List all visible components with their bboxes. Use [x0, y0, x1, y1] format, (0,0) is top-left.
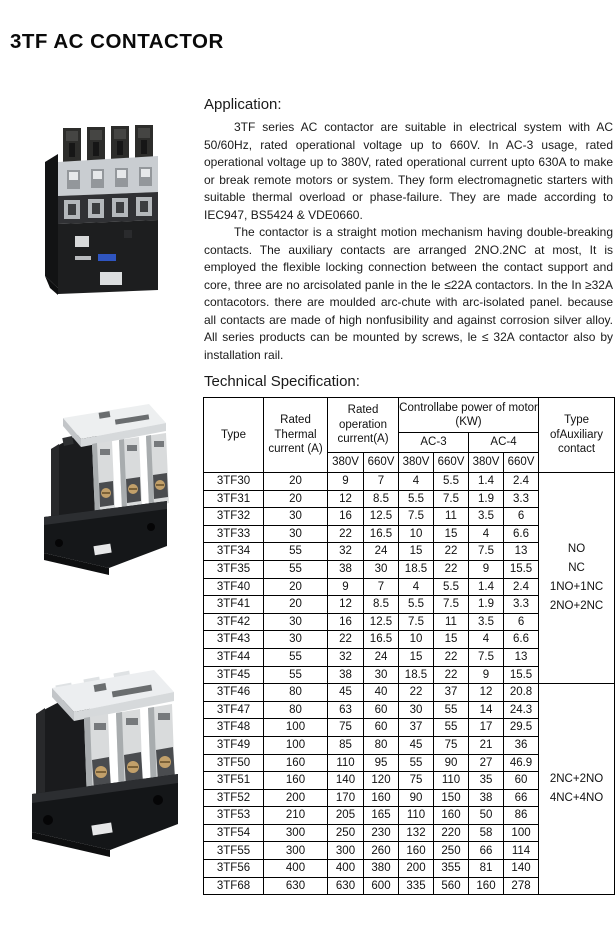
cell-value: 22 [434, 648, 469, 666]
cell-value: 7.5 [399, 508, 434, 526]
cell-value: 335 [399, 877, 434, 895]
cell-value: 36 [504, 736, 539, 754]
cell-value: 80 [264, 701, 328, 719]
cell-value: 10 [399, 525, 434, 543]
cell-type: 3TF31 [204, 490, 264, 508]
cell-value: 7.5 [434, 596, 469, 614]
cell-value: 9 [328, 578, 364, 596]
cell-value: 15 [399, 648, 434, 666]
cell-value: 160 [399, 842, 434, 860]
cell-value: 4 [469, 631, 504, 649]
col-header-380v: 380V [328, 453, 364, 473]
power-header-line1: Controllabe power of motor [399, 401, 538, 414]
cell-value: 30 [264, 631, 328, 649]
cell-value: 5.5 [399, 490, 434, 508]
cell-value: 278 [504, 877, 539, 895]
cell-type: 3TF43 [204, 631, 264, 649]
cell-value: 13 [504, 648, 539, 666]
cell-value: 2.4 [504, 473, 539, 491]
cell-value: 9 [469, 560, 504, 578]
cell-value: 630 [264, 877, 328, 895]
cell-value: 30 [264, 613, 328, 631]
aux-contact-line: NO [567, 543, 586, 556]
cell-value: 5.5 [434, 578, 469, 596]
cell-type: 3TF56 [204, 860, 264, 878]
col-header-ac3: AC-3 [399, 433, 469, 453]
col-header-rated-operation: Rated operation current(A) [328, 398, 399, 453]
cell-value: 220 [434, 824, 469, 842]
cell-value: 165 [364, 807, 399, 825]
cell-value: 140 [504, 860, 539, 878]
cell-type: 3TF42 [204, 613, 264, 631]
cell-value: 38 [328, 560, 364, 578]
cell-value: 160 [264, 772, 328, 790]
cell-value: 300 [328, 842, 364, 860]
cell-value: 20.8 [504, 684, 539, 702]
cell-value: 12 [328, 596, 364, 614]
cell-value: 16.5 [364, 525, 399, 543]
page-title: 3TF AC CONTACTOR [10, 30, 224, 53]
cell-value: 66 [469, 842, 504, 860]
cell-value: 7 [364, 578, 399, 596]
contactor-bottom-illustration [26, 656, 184, 860]
cell-type: 3TF49 [204, 736, 264, 754]
cell-value: 250 [434, 842, 469, 860]
content-column [204, 96, 613, 895]
cell-value: 110 [399, 807, 434, 825]
cell-value: 3.5 [469, 613, 504, 631]
cell-type: 3TF44 [204, 648, 264, 666]
spec-table-body [204, 473, 615, 895]
cell-value: 9 [469, 666, 504, 684]
col-header-380v: 380V [469, 453, 504, 473]
cell-value: 60 [364, 719, 399, 737]
aux-contact-line: 4NC+4NO [549, 792, 604, 805]
cell-value: 66 [504, 789, 539, 807]
cell-value: 24 [364, 648, 399, 666]
cell-value: 18.5 [399, 560, 434, 578]
spec-table-head [204, 398, 615, 473]
cell-value: 20 [264, 578, 328, 596]
cell-value: 55 [264, 666, 328, 684]
cell-value: 160 [264, 754, 328, 772]
cell-value: 15 [434, 631, 469, 649]
cell-value: 3.3 [504, 490, 539, 508]
cell-value: 81 [469, 860, 504, 878]
cell-value: 630 [328, 877, 364, 895]
col-header-type: Type [204, 398, 264, 473]
col-header-660v: 660V [504, 453, 539, 473]
cell-value: 300 [264, 824, 328, 842]
cell-value: 355 [434, 860, 469, 878]
cell-value: 560 [434, 877, 469, 895]
cell-value: 250 [328, 824, 364, 842]
cell-value: 7.5 [469, 648, 504, 666]
cell-type: 3TF48 [204, 719, 264, 737]
cell-type: 3TF55 [204, 842, 264, 860]
cell-value: 95 [364, 754, 399, 772]
cell-value: 60 [504, 772, 539, 790]
cell-value: 6.6 [504, 525, 539, 543]
cell-value: 100 [264, 736, 328, 754]
cell-value: 22 [434, 543, 469, 561]
cell-value: 22 [328, 525, 364, 543]
cell-value: 150 [434, 789, 469, 807]
cell-value: 230 [364, 824, 399, 842]
cell-value: 210 [264, 807, 328, 825]
cell-value: 30 [399, 701, 434, 719]
cell-value: 35 [469, 772, 504, 790]
cell-value: 5.5 [434, 473, 469, 491]
col-header-660v: 660V [364, 453, 399, 473]
cell-value: 160 [434, 807, 469, 825]
contactor-photo-middle [39, 397, 171, 584]
cell-value: 55 [264, 543, 328, 561]
cell-value: 90 [399, 789, 434, 807]
cell-value: 205 [328, 807, 364, 825]
aux-contact-line: 2NO+2NC [549, 600, 604, 613]
cell-value: 4 [399, 578, 434, 596]
cell-value: 27 [469, 754, 504, 772]
cell-value: 7.5 [434, 490, 469, 508]
cell-value: 45 [328, 684, 364, 702]
cell-value: 75 [399, 772, 434, 790]
cell-value: 200 [399, 860, 434, 878]
cell-value: 260 [364, 842, 399, 860]
cell-type: 3TF54 [204, 824, 264, 842]
cell-value: 12 [469, 684, 504, 702]
cell-type: 3TF41 [204, 596, 264, 614]
cell-value: 100 [264, 719, 328, 737]
cell-value: 80 [264, 684, 328, 702]
cell-value: 600 [364, 877, 399, 895]
cell-type: 3TF35 [204, 560, 264, 578]
cell-value: 9 [328, 473, 364, 491]
aux-contact-cell [539, 473, 615, 684]
cell-value: 46.9 [504, 754, 539, 772]
cell-value: 21 [469, 736, 504, 754]
aux-contact-line: 2NC+2NO [549, 773, 604, 786]
cell-value: 16.5 [364, 631, 399, 649]
cell-value: 24 [364, 543, 399, 561]
power-header-line2: (KW) [455, 416, 482, 428]
cell-value: 55 [434, 719, 469, 737]
cell-value: 85 [328, 736, 364, 754]
cell-type: 3TF47 [204, 701, 264, 719]
cell-value: 40 [364, 684, 399, 702]
cell-value: 6.6 [504, 631, 539, 649]
cell-value: 24.3 [504, 701, 539, 719]
cell-type: 3TF50 [204, 754, 264, 772]
cell-value: 8.5 [364, 490, 399, 508]
cell-value: 12.5 [364, 613, 399, 631]
cell-type: 3TF52 [204, 789, 264, 807]
cell-value: 1.9 [469, 596, 504, 614]
cell-value: 100 [504, 824, 539, 842]
application-paragraph-1: 3TF series AC contactor are suitable in electrical system with AC 50/60Hz, rated operational voltage up to 660V. In AC-3 usage, rated operational voltage up to 380V, rated operational current upto 630A to make or break remote motors or system. They form electromagnetic starters with suitable thermal overload or phase-failure. They are made according to IEC947, BS5424 & VDE0660. [204, 120, 613, 222]
cell-type: 3TF51 [204, 772, 264, 790]
cell-value: 86 [504, 807, 539, 825]
cell-type: 3TF32 [204, 508, 264, 526]
cell-value: 75 [434, 736, 469, 754]
cell-value: 1.4 [469, 578, 504, 596]
cell-type: 3TF33 [204, 525, 264, 543]
cell-value: 75 [328, 719, 364, 737]
cell-type: 3TF46 [204, 684, 264, 702]
cell-value: 20 [264, 473, 328, 491]
table-row [204, 473, 615, 491]
cell-value: 132 [399, 824, 434, 842]
col-header-380v: 380V [399, 453, 434, 473]
col-header-controllable-power [399, 398, 539, 433]
cell-value: 13 [504, 543, 539, 561]
cell-value: 16 [328, 508, 364, 526]
cell-type: 3TF68 [204, 877, 264, 895]
cell-value: 160 [469, 877, 504, 895]
cell-value: 20 [264, 490, 328, 508]
cell-value: 3.3 [504, 596, 539, 614]
aux-contact-cell [539, 684, 615, 895]
contactor-photo-top [42, 118, 164, 309]
cell-value: 15.5 [504, 560, 539, 578]
cell-value: 80 [364, 736, 399, 754]
cell-value: 12.5 [364, 508, 399, 526]
cell-value: 38 [469, 789, 504, 807]
cell-type: 3TF40 [204, 578, 264, 596]
cell-value: 170 [328, 789, 364, 807]
cell-value: 7.5 [399, 613, 434, 631]
cell-value: 22 [434, 560, 469, 578]
cell-value: 114 [504, 842, 539, 860]
cell-value: 22 [399, 684, 434, 702]
cell-value: 32 [328, 543, 364, 561]
cell-value: 20 [264, 596, 328, 614]
cell-value: 60 [364, 701, 399, 719]
cell-value: 4 [399, 473, 434, 491]
cell-value: 50 [469, 807, 504, 825]
cell-value: 55 [264, 648, 328, 666]
cell-value: 15 [399, 543, 434, 561]
cell-value: 22 [328, 631, 364, 649]
cell-value: 5.5 [399, 596, 434, 614]
cell-value: 1.4 [469, 473, 504, 491]
cell-value: 400 [264, 860, 328, 878]
aux-contact-line: 1NO+1NC [549, 581, 604, 594]
cell-value: 7 [364, 473, 399, 491]
cell-value: 200 [264, 789, 328, 807]
cell-value: 6 [504, 508, 539, 526]
cell-value: 8.5 [364, 596, 399, 614]
cell-type: 3TF53 [204, 807, 264, 825]
cell-value: 32 [328, 648, 364, 666]
cell-value: 160 [364, 789, 399, 807]
cell-value: 17 [469, 719, 504, 737]
cell-value: 55 [434, 701, 469, 719]
application-heading: Application: [204, 96, 282, 113]
cell-value: 3.5 [469, 508, 504, 526]
cell-value: 63 [328, 701, 364, 719]
cell-value: 140 [328, 772, 364, 790]
cell-value: 37 [434, 684, 469, 702]
cell-value: 55 [264, 560, 328, 578]
cell-value: 6 [504, 613, 539, 631]
cell-value: 55 [399, 754, 434, 772]
application-paragraph-2: The contactor is a straight motion mechanism having double-breaking contacts. The auxiliary contacts are arranged 2NO.2NC at most, It is employed the flexible locking connection between the contact support and core, three are no arcisolated panle in the le ≤22A contactors. In the In ≥32A contacotors. there are moulded arc-chute with arc-isolated panel. because all contacts are made of high nonfusibility and against corrosion silver alloy. All series products can be mounted by screws, le ≤ 32A contactor also by installation rail. [204, 225, 613, 362]
cell-value: 30 [264, 508, 328, 526]
cell-value: 29.5 [504, 719, 539, 737]
cell-value: 37 [399, 719, 434, 737]
cell-value: 10 [399, 631, 434, 649]
cell-value: 45 [399, 736, 434, 754]
cell-value: 90 [434, 754, 469, 772]
col-header-rated-thermal: Rated Thermal current (A) [264, 398, 328, 473]
cell-type: 3TF34 [204, 543, 264, 561]
cell-value: 15 [434, 525, 469, 543]
cell-value: 38 [328, 666, 364, 684]
cell-value: 4 [469, 525, 504, 543]
cell-value: 110 [328, 754, 364, 772]
cell-value: 30 [264, 525, 328, 543]
spec-table [203, 397, 615, 895]
col-header-aux-contact: Type ofAuxiliary contact [539, 398, 615, 473]
cell-value: 7.5 [469, 543, 504, 561]
aux-contact-line: NC [568, 562, 585, 575]
cell-value: 11 [434, 508, 469, 526]
cell-value: 120 [364, 772, 399, 790]
table-row [204, 684, 615, 702]
col-header-660v: 660V [434, 453, 469, 473]
contactor-top-illustration [42, 118, 164, 304]
cell-value: 30 [364, 666, 399, 684]
cell-value: 1.9 [469, 490, 504, 508]
cell-value: 15.5 [504, 666, 539, 684]
cell-value: 110 [434, 772, 469, 790]
cell-value: 2.4 [504, 578, 539, 596]
cell-value: 380 [364, 860, 399, 878]
cell-value: 18.5 [399, 666, 434, 684]
cell-value: 12 [328, 490, 364, 508]
cell-type: 3TF30 [204, 473, 264, 491]
cell-type: 3TF45 [204, 666, 264, 684]
contactor-middle-illustration [39, 397, 171, 579]
cell-value: 14 [469, 701, 504, 719]
col-header-ac4: AC-4 [469, 433, 539, 453]
cell-value: 300 [264, 842, 328, 860]
cell-value: 30 [364, 560, 399, 578]
cell-value: 58 [469, 824, 504, 842]
contactor-photo-bottom [26, 656, 184, 865]
cell-value: 400 [328, 860, 364, 878]
cell-value: 11 [434, 613, 469, 631]
spec-heading: Technical Specification: [204, 373, 360, 390]
cell-value: 22 [434, 666, 469, 684]
cell-value: 16 [328, 613, 364, 631]
